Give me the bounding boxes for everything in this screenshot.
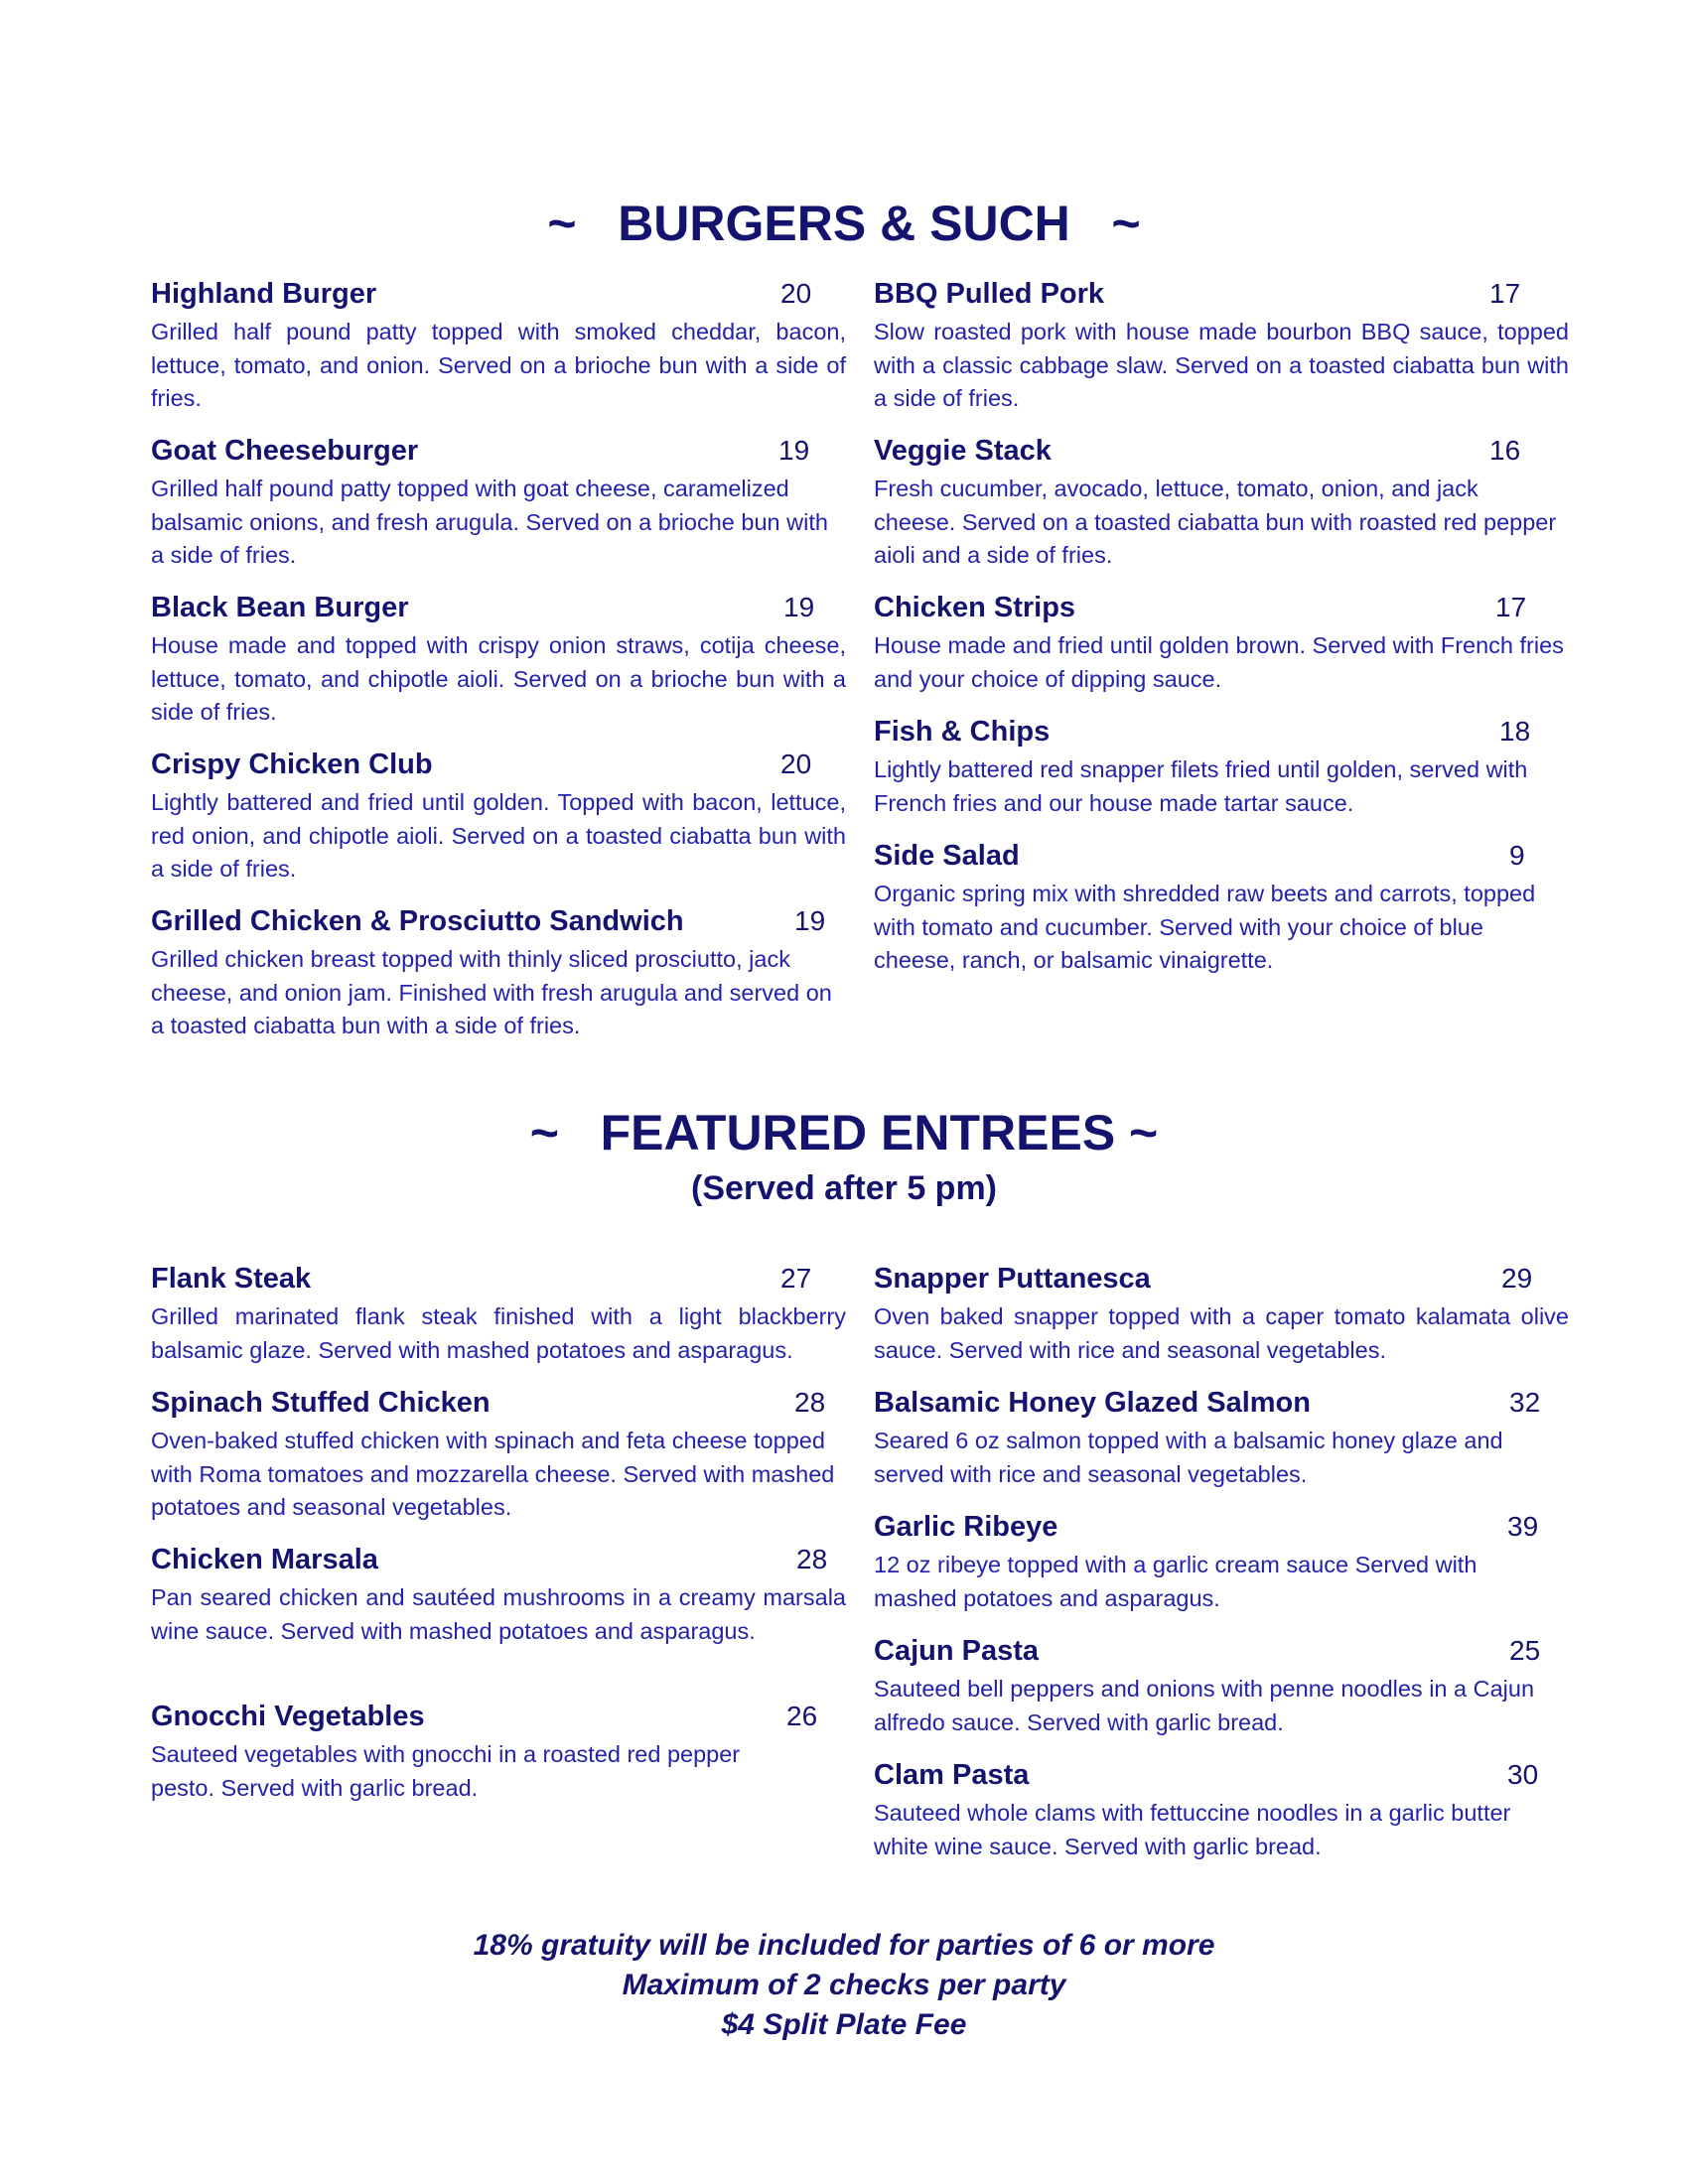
item-name: BBQ Pulled Pork: [874, 278, 1105, 310]
item-name: Balsamic Honey Glazed Salmon: [874, 1387, 1311, 1419]
item-name: Snapper Puttanesca: [874, 1263, 1151, 1295]
menu-item: [151, 1387, 846, 1525]
checks-note: Maximum of 2 checks per party: [622, 1969, 1066, 2001]
item-description: Grilled half pound patty topped with smoked cheddar, bacon, lettuce, tomato, and onion. Served on a brioche bun with a side of fries.: [151, 319, 846, 411]
menu-item: [151, 905, 846, 1043]
menu-item: [874, 1263, 1569, 1367]
item-price: 19: [783, 592, 815, 622]
item-name: Clam Pasta: [874, 1759, 1030, 1791]
footer-notes: [0, 1926, 1688, 2045]
menu-item: [151, 1544, 846, 1648]
item-description: Sauteed vegetables with gnocchi in a roasted red pepper pesto. Served with garlic bread.: [151, 1741, 741, 1801]
item-description: Oven-baked stuffed chicken with spinach and feta cheese topped with Roma tomatoes and mozzarella cheese. Served with mashed potatoes and seasonal vegetables.: [151, 1428, 835, 1520]
menu-item: [874, 278, 1569, 416]
menu-item: [874, 1759, 1569, 1863]
item-description: Grilled half pound patty topped with goat cheese, caramelized balsamic onions, and fresh arugula. Served on a brioche bun with a side of fries.: [151, 476, 828, 568]
item-name: Flank Steak: [151, 1263, 312, 1295]
item-price: 29: [1501, 1263, 1533, 1294]
item-price: 19: [778, 435, 810, 466]
entrees-section-subtitle: (Served after 5 pm): [691, 1169, 997, 1207]
item-description: 12 oz ribeye topped with a garlic cream sauce Served with mashed potatoes and asparagus.: [874, 1552, 1477, 1611]
item-price: 28: [796, 1544, 828, 1574]
item-description: Lightly battered red snapper filets fried until golden, served with French fries and our house made tartar sauce.: [874, 756, 1528, 816]
item-price: 28: [794, 1387, 826, 1418]
menu-item: [874, 435, 1569, 573]
item-name: Chicken Marsala: [151, 1544, 378, 1575]
split-plate-note: $4 Split Plate Fee: [721, 2008, 967, 2041]
item-description: Lightly battered and fried until golden. Topped with bacon, lettuce, red onion, and chipotle aioli. Served on a toasted ciabatta bun with a side of fries.: [151, 789, 846, 882]
item-name: Crispy Chicken Club: [151, 749, 433, 780]
menu-item: [151, 1701, 846, 1805]
menu-item: [151, 749, 846, 887]
item-name: Goat Cheeseburger: [151, 435, 419, 467]
item-name: Grilled Chicken & Prosciutto Sandwich: [151, 905, 684, 937]
item-price: 17: [1489, 278, 1521, 309]
item-price: 20: [780, 278, 812, 309]
item-price: 25: [1509, 1635, 1541, 1666]
item-description: Organic spring mix with shredded raw beets and carrots, topped with tomato and cucumber. Served with your choice of blue cheese, ranch, or balsamic vinaigrette.: [874, 881, 1536, 973]
menu-item: [874, 592, 1569, 696]
item-description: Grilled chicken breast topped with thinly sliced prosciutto, jack cheese, and onion jam. Finished with fresh arugula and served on a toasted ciabatta bun with a side of fries.: [151, 946, 832, 1038]
menu-item: [874, 1387, 1569, 1491]
item-description: Fresh cucumber, avocado, lettuce, tomato, onion, and jack cheese. Served on a toasted ciabatta bun with roasted red pepper aioli and a side of fries.: [874, 476, 1557, 568]
item-price: 16: [1489, 435, 1521, 466]
item-price: 32: [1509, 1387, 1541, 1418]
menu-item: [874, 1511, 1569, 1615]
item-price: 27: [780, 1263, 812, 1294]
item-name: Fish & Chips: [874, 716, 1051, 748]
item-name: Black Bean Burger: [151, 592, 409, 623]
item-name: Spinach Stuffed Chicken: [151, 1387, 491, 1419]
item-price: 39: [1507, 1511, 1539, 1542]
item-name: Gnocchi Vegetables: [151, 1701, 425, 1732]
item-name: Veggie Stack: [874, 435, 1052, 467]
item-price: 9: [1509, 840, 1525, 871]
entrees-section-title: ~ FEATURED ENTREES ~: [529, 1105, 1159, 1160]
gratuity-note: 18% gratuity will be included for parties of 6 or more: [473, 1929, 1215, 1962]
item-name: Side Salad: [874, 840, 1020, 872]
item-name: Highland Burger: [151, 278, 377, 310]
item-price: 20: [780, 749, 812, 779]
item-description: Sauteed bell peppers and onions with penne noodles in a Cajun alfredo sauce. Served with garlic bread.: [874, 1676, 1535, 1735]
item-description: Seared 6 oz salmon topped with a balsamic honey glaze and served with rice and seasonal vegetables.: [874, 1428, 1503, 1487]
item-price: 30: [1507, 1759, 1539, 1790]
menu-item: [151, 592, 846, 730]
item-price: 26: [786, 1701, 818, 1731]
item-name: Cajun Pasta: [874, 1635, 1039, 1667]
menu-item: [874, 1635, 1569, 1739]
item-description: Slow roasted pork with house made bourbon BBQ sauce, topped with a classic cabbage slaw. Served on a toasted ciabatta bun with a side of fries.: [874, 319, 1569, 411]
menu-item: [151, 278, 846, 416]
item-price: 18: [1499, 716, 1531, 747]
item-description: Sauteed whole clams with fettuccine noodles in a garlic butter white wine sauce. Served with garlic bread.: [874, 1800, 1511, 1859]
item-price: 17: [1495, 592, 1527, 622]
item-name: Garlic Ribeye: [874, 1511, 1058, 1543]
menu-item: [151, 1263, 846, 1367]
burgers-section-title: ~ BURGERS & SUCH ~: [547, 196, 1141, 251]
item-description: Oven baked snapper topped with a caper tomato kalamata olive sauce. Served with rice and seasonal vegetables.: [874, 1303, 1569, 1363]
item-description: Grilled marinated flank steak finished with a light blackberry balsamic glaze. Served with mashed potatoes and asparagus.: [151, 1303, 846, 1363]
item-description: House made and fried until golden brown. Served with French fries and your choice of dipping sauce.: [874, 632, 1564, 692]
item-price: 19: [794, 905, 826, 936]
item-description: Pan seared chicken and sautéed mushrooms in a creamy marsala wine sauce. Served with mashed potatoes and asparagus.: [151, 1584, 846, 1644]
menu-item: [874, 840, 1569, 978]
menu-item: [874, 716, 1569, 820]
item-description: House made and topped with crispy onion straws, cotija cheese, lettuce, tomato, and chipotle aioli. Served on a brioche bun with a side of fries.: [151, 632, 846, 725]
item-name: Chicken Strips: [874, 592, 1076, 623]
menu-item: [151, 435, 846, 573]
